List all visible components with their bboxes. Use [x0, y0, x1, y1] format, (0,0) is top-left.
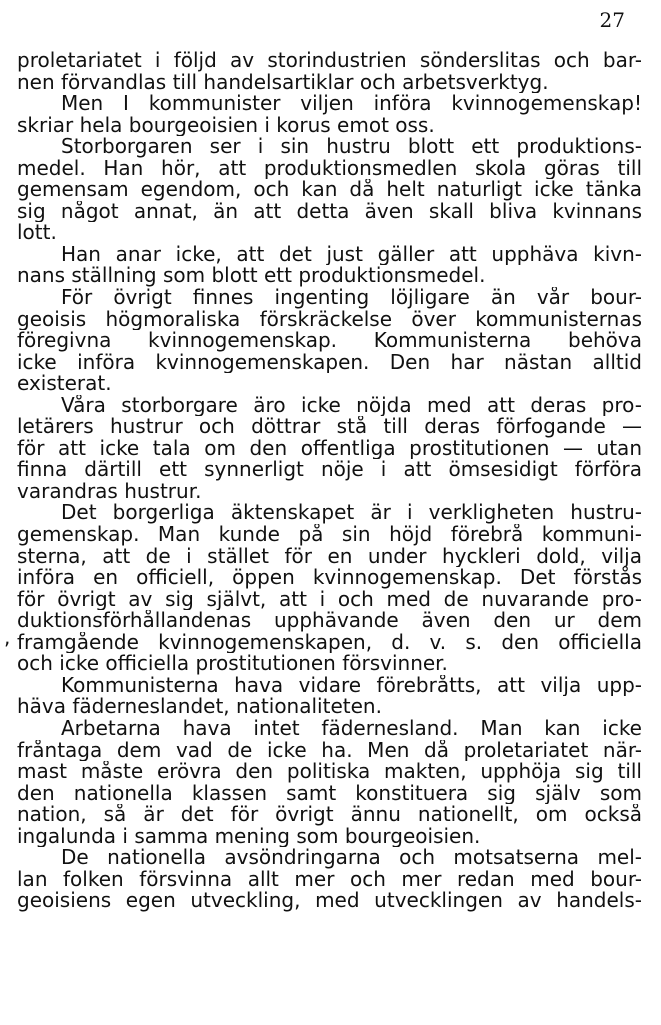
paragraph: [17, 502, 642, 674]
paragraph: [17, 718, 642, 847]
text-line: gemensam egendom, och kan då helt naturligt icke tänka: [17, 179, 642, 201]
text-line: Han anar icke, att det just gäller att upphäva kivn-: [61, 243, 642, 266]
paragraph: [17, 50, 642, 93]
text-line: De nationella avsöndringarna och motsatserna mel-: [61, 847, 642, 869]
text-line: Men I kommunister viljen införa kvinnogemenskap!: [61, 93, 642, 115]
text-line: geoisiens egen utveckling, med utvecklingen av handels-: [17, 890, 642, 912]
text-line: duktionsförhållandenas upphävande även den ur dem: [17, 610, 642, 632]
text-line: sig något annat, än att detta även skall bliva kvinnans: [17, 200, 642, 223]
text-line: införa en officiell, öppen kvinnogemenskap. Det förstås: [17, 567, 642, 589]
paragraph: [17, 136, 642, 244]
paragraph: [17, 847, 642, 912]
text-line: nans ställning som blott ett produktionsmedel.: [17, 265, 486, 288]
paragraph: [17, 244, 642, 287]
margin-mark: ,: [4, 625, 11, 649]
text-line: För övrigt finnes ingenting löjligare än vår bour-: [61, 287, 642, 309]
text-line: varandras hustrur.: [17, 480, 202, 503]
text-line: letärers hustrur och döttrar stå till deras förfogande —: [17, 416, 642, 438]
text-line: geoisis högmoraliska förskräckelse över kommunisternas: [17, 308, 642, 331]
paragraph: [17, 395, 642, 503]
text-line: sterna, att de i stället för en under hyckleri dold, vilja: [17, 545, 642, 568]
text-line: Det borgerliga äktenskapet är i verkligheten hustru-: [61, 502, 642, 525]
text-line: nation, så är det för övrigt ännu nationellt, om också: [17, 804, 642, 826]
text-line: Arbetarna hava intet fädernesland. Man kan icke: [61, 717, 642, 740]
text-line: häva fäderneslandet, nationaliteten.: [17, 696, 382, 718]
paragraph: [17, 287, 642, 395]
text-line: Våra storborgare äro icke nöjda med att deras pro-: [61, 394, 642, 417]
paragraph: [17, 675, 642, 718]
text-line: och icke officiella prostitutionen försvinner.: [17, 653, 448, 675]
text-line: skriar hela bourgeoisien i korus emot oss.: [17, 114, 435, 137]
text-line: framgående kvinnogemenskapen, d. v. s. den officiella: [17, 631, 642, 654]
text-line: föregivna kvinnogemenskap. Kommunisterna behöva: [17, 330, 642, 352]
text-line: den nationella klassen samt konstituera sig själv som: [17, 782, 642, 805]
text-line: proletariatet i följd av storindustrien sönderslitas och bar-: [17, 50, 642, 72]
text-line: gemenskap. Man kunde på sin höjd förebrå kommuni-: [17, 524, 642, 546]
text-line: nen förvandlas till handelsartiklar och arbetsverktyg.: [17, 71, 549, 94]
text-line: för att icke tala om den offentliga prostitutionen — utan: [17, 437, 642, 460]
text-line: existerat.: [17, 373, 112, 395]
text-line: ingalunda i samma mening som bourgeoisien.: [17, 825, 481, 848]
text-line: icke införa kvinnogemenskapen. Den har nästan alltid: [17, 351, 642, 374]
paragraph: [17, 93, 642, 136]
text-line: för övrigt av sig självt, att i och med de nuvarande pro-: [17, 588, 642, 611]
text-line: medel. Han hör, att produktionsmedlen skola göras till: [17, 157, 642, 180]
text-line: finna därtill ett synnerligt nöje i att ömsesidigt förföra: [17, 459, 642, 481]
page-number: 27: [599, 8, 625, 32]
text-line: fråntaga dem vad de icke ha. Men då proletariatet när-: [17, 739, 642, 762]
body-text: [17, 50, 642, 912]
text-line: Kommunisterna hava vidare förebråtts, att vilja upp-: [61, 674, 642, 697]
text-line: mast måste erövra den politiska makten, upphöja sig till: [17, 761, 642, 783]
text-line: lott.: [17, 222, 57, 244]
text-line: lan folken försvinna allt mer och mer redan med bour-: [17, 868, 642, 891]
text-line: Storborgaren ser i sin hustru blott ett produktions-: [61, 136, 642, 158]
